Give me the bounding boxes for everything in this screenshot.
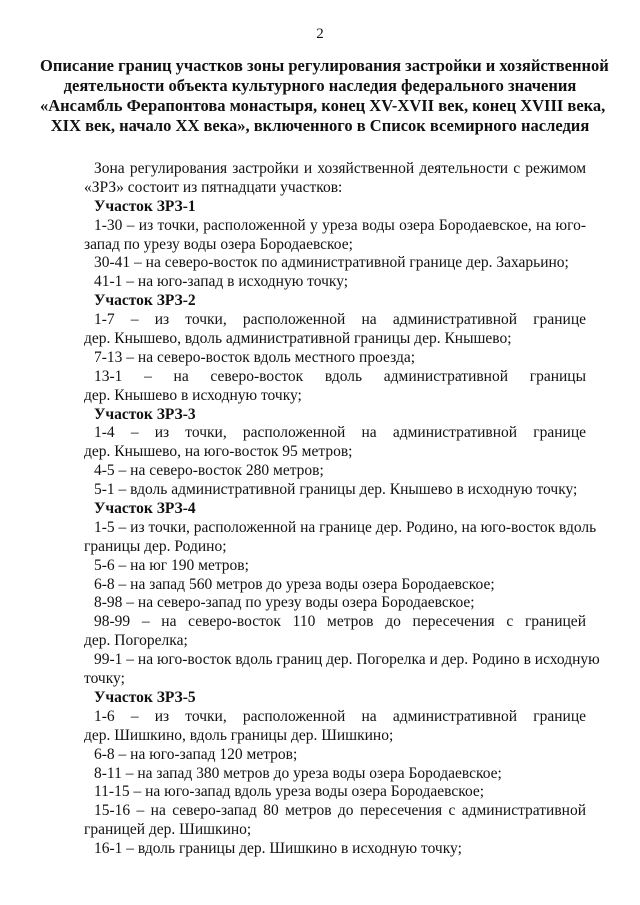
paragraph-line: 7-13 – на северо-восток вдоль местного проезда;: [94, 348, 416, 366]
paragraph-line: 1-7 – из точки, расположенной на административной границе: [94, 311, 586, 329]
paragraph-line: дер. Погорелка;: [84, 632, 188, 650]
paragraph-line: 6-8 – на запад 560 метров до уреза воды озера Бородаевское;: [94, 575, 495, 593]
paragraph-line: дер. Кнышево, вдоль административной границы дер. Кнышево;: [84, 330, 512, 348]
paragraph-line: дер. Кнышево, на юго-восток 95 метров;: [84, 443, 353, 461]
paragraph-line: 99-1 – на юго-восток вдоль границ дер. Погорелка и дер. Родино в исходную: [94, 651, 600, 669]
title-line: деятельности объекта культурного наследия федерального значения: [63, 76, 577, 95]
paragraph-line: 8-11 – на запад 380 метров до уреза воды озера Бородаевское;: [94, 764, 502, 782]
document-title: [40, 56, 609, 136]
section-heading: Участок ЗРЗ-5: [94, 688, 196, 706]
title-line: Описание границ участков зоны регулирования застройки и хозяйственной: [40, 56, 609, 75]
section-heading: Участок ЗРЗ-4: [94, 500, 196, 518]
paragraph-line: 8-98 – на северо-запад по урезу воды озера Бородаевское;: [94, 594, 475, 612]
paragraph-line: границы дер. Родино;: [84, 537, 227, 555]
paragraph-line: 13-1 – на северо-восток вдоль административной границы: [94, 367, 586, 385]
paragraph-line: запад по урезу воды озера Бородаевское;: [84, 235, 353, 253]
paragraph-line: «ЗРЗ» состоит из пятнадцати участков:: [84, 178, 343, 196]
paragraph-line: 1-30 – из точки, расположенной у уреза воды озера Бородаевское, на юго-: [94, 216, 586, 234]
paragraph-line: 1-6 – из точки, расположенной на административной границе: [94, 707, 586, 725]
section-heading: Участок ЗРЗ-3: [94, 405, 196, 423]
paragraph-line: 5-6 – на юг 190 метров;: [94, 556, 249, 574]
paragraph-line: дер. Шишкино, вдоль границы дер. Шишкино;: [84, 726, 394, 744]
paragraph-line: границей дер. Шишкино;: [84, 821, 252, 839]
paragraph-line: 6-8 – на юго-запад 120 метров;: [94, 745, 298, 763]
document-body: [84, 160, 600, 859]
paragraph-line: 16-1 – вдоль границы дер. Шишкино в исходную точку;: [94, 840, 462, 858]
section-heading: Участок ЗРЗ-1: [94, 197, 196, 215]
paragraph-line: 30-41 – на северо-восток по административной границе дер. Захарьино;: [94, 254, 569, 272]
title-line: XIX век, начало XX века», включенного в Список всемирного наследия: [50, 116, 590, 135]
paragraph-line: 4-5 – на северо-восток 280 метров;: [94, 462, 324, 480]
paragraph-line: 11-15 – на юго-запад вдоль уреза воды озера Бородаевское;: [94, 783, 485, 801]
page-number: 2: [316, 26, 324, 42]
paragraph-line: 5-1 – вдоль административной границы дер. Кнышево в исходную точку;: [94, 481, 578, 499]
paragraph-line: 1-5 – из точки, расположенной на границе дер. Родино, на юго-восток вдоль: [94, 518, 597, 536]
paragraph-line: Зона регулирования застройки и хозяйственной деятельности с режимом: [94, 160, 586, 177]
section-heading: Участок ЗРЗ-2: [94, 292, 196, 310]
paragraph-line: 15-16 – на северо-запад 80 метров до пересечения с административной: [94, 802, 586, 820]
paragraph-line: 98-99 – на северо-восток 110 метров до пересечения с границей: [94, 613, 586, 631]
paragraph-line: дер. Кнышево в исходную точку;: [84, 386, 302, 404]
paragraph-line: точку;: [84, 670, 125, 688]
paragraph-line: 1-4 – из точки, расположенной на административной границе: [94, 424, 586, 442]
title-line: «Ансамбль Ферапонтова монастыря, конец XV-XVII век, конец XVIII века,: [40, 96, 606, 115]
paragraph-line: 41-1 – на юго-запад в исходную точку;: [94, 273, 349, 291]
